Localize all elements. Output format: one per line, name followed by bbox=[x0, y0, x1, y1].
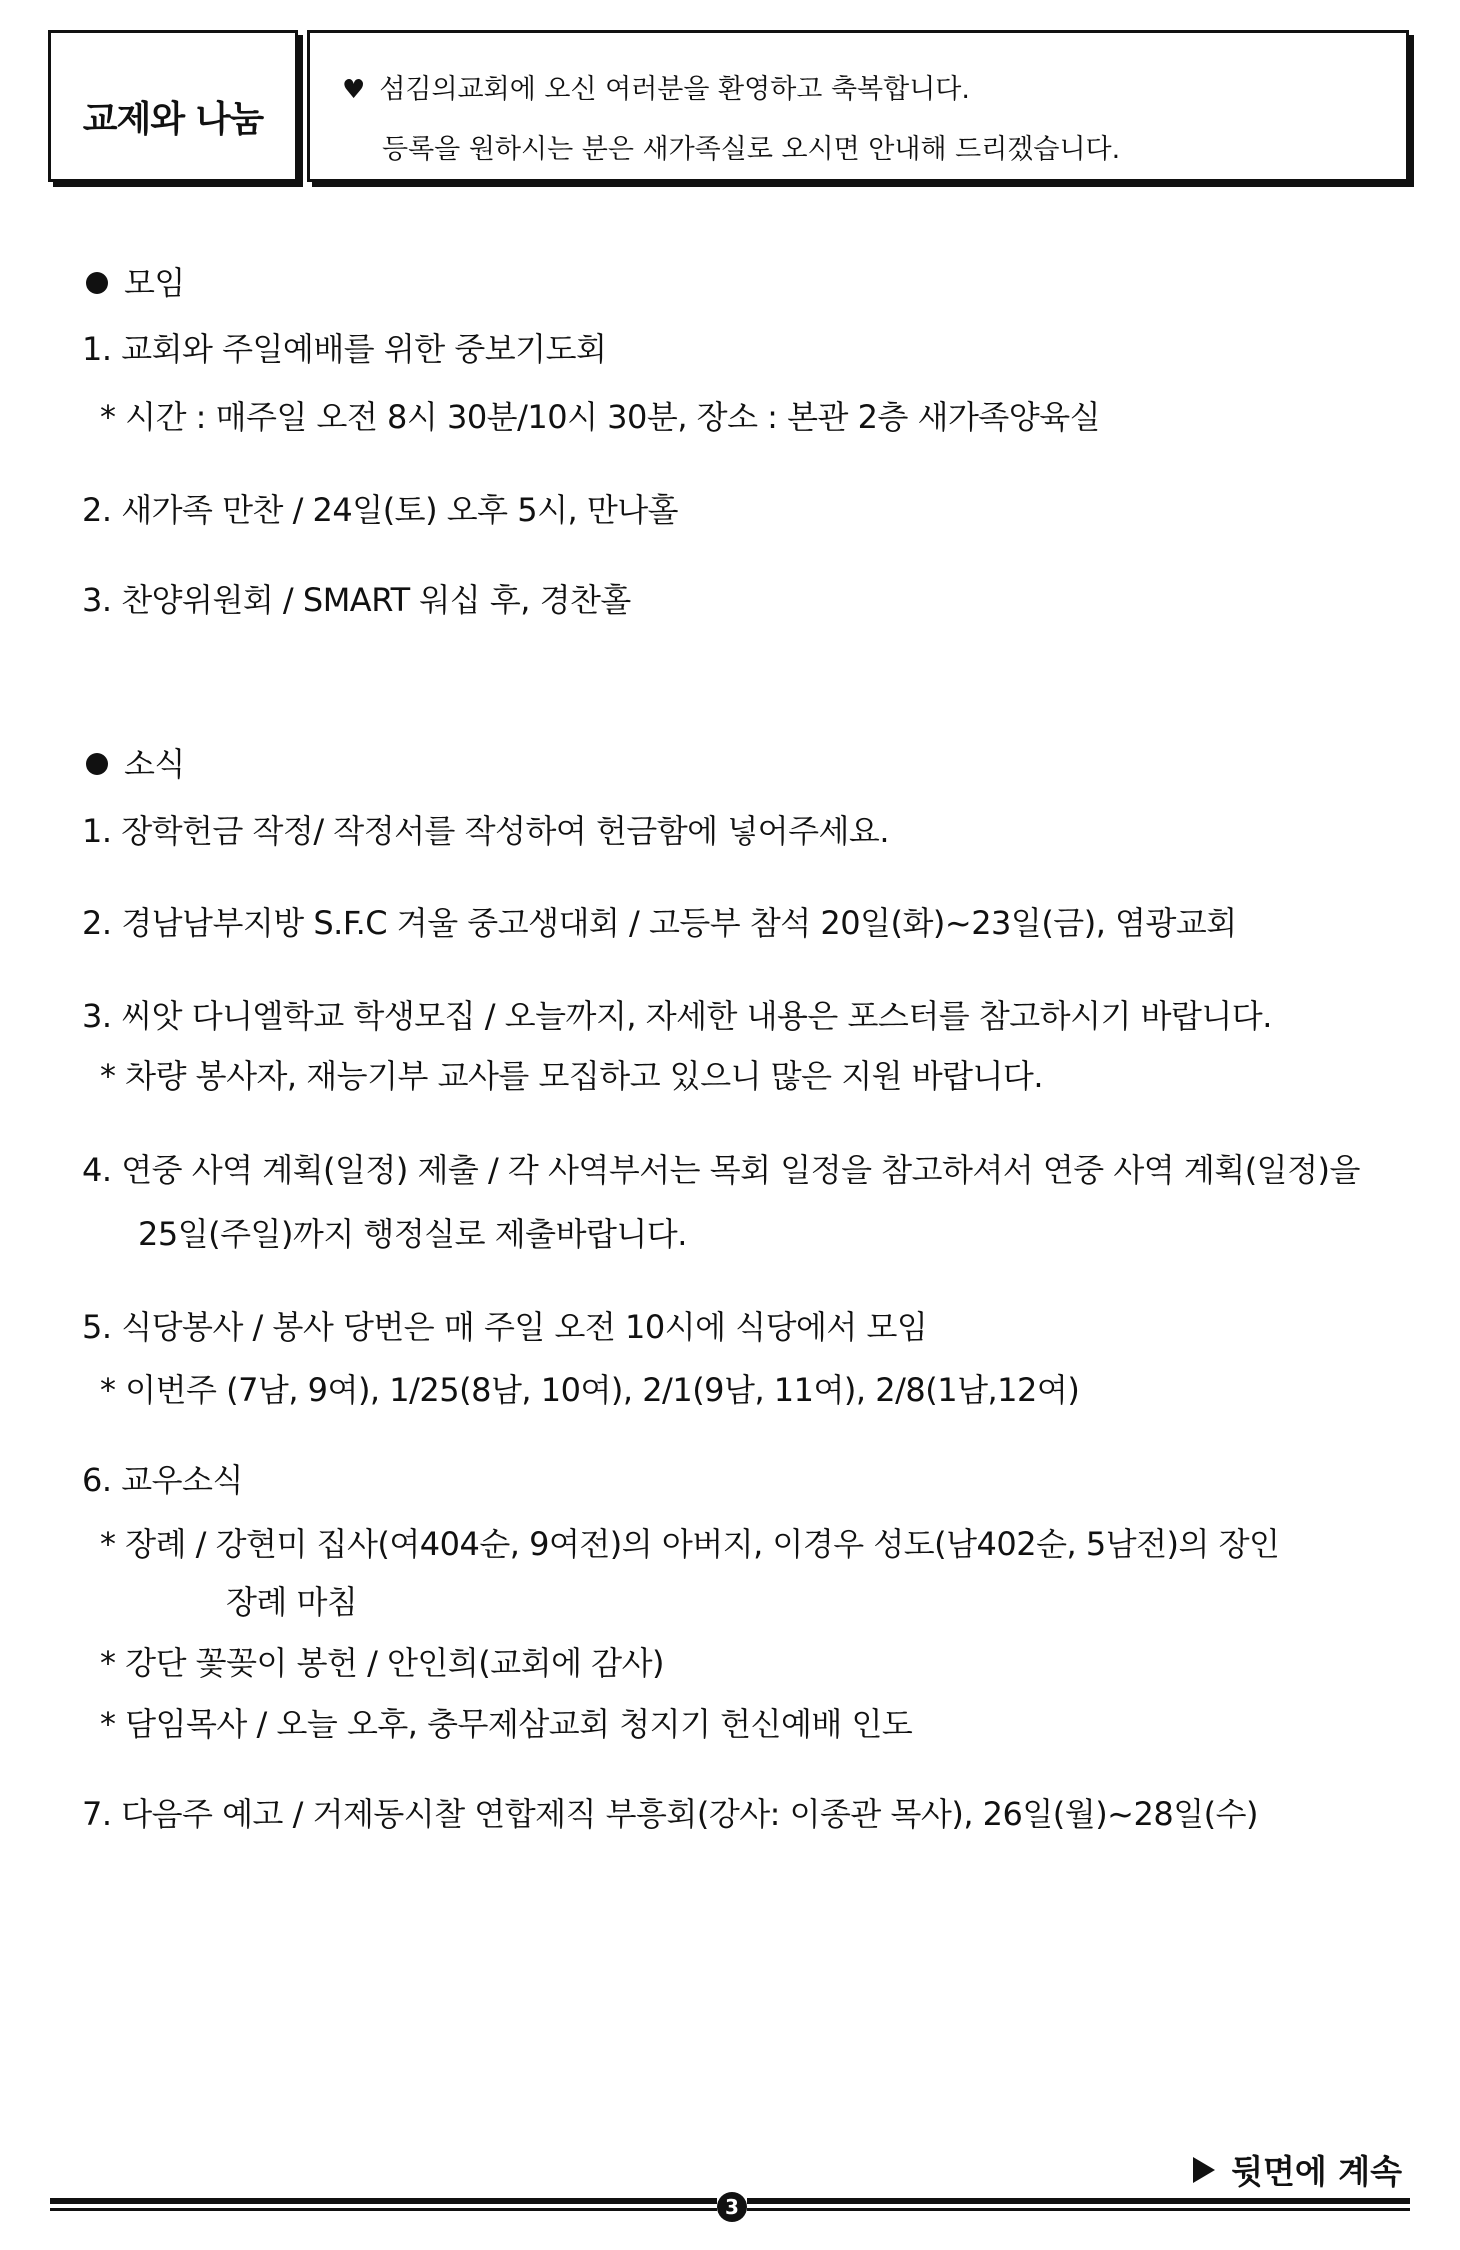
news-item-7: 7. 다음주 예고 / 거제동시찰 연합제직 부흥회(강사: 이종관 목사), 26일(월)~28일(수) bbox=[82, 1795, 1259, 1833]
meetings-heading bbox=[86, 263, 185, 303]
continue-label: 뒷면에 계속 bbox=[1231, 2152, 1402, 2191]
footer-rule-right bbox=[747, 2198, 1410, 2214]
news-item-3: 3. 씨앗 다니엘학교 학생모집 / 오늘까지, 자세한 내용은 포스터를 참고하시기 바랍니다. bbox=[82, 997, 1272, 1035]
meeting-item-1-detail: * 시간 : 매주일 오전 8시 30분/10시 30분, 장소 : 본관 2층 새가족양육실 bbox=[100, 398, 1101, 436]
bullet-dot-icon bbox=[86, 753, 108, 775]
news-item-6-detail-1: * 장례 / 강현미 집사(여404순, 9여전)의 아버지, 이경우 성도(남402순, 5남전)의 장인 bbox=[100, 1525, 1280, 1563]
continue-on-back bbox=[1193, 2146, 1402, 2193]
welcome-box bbox=[307, 30, 1409, 182]
welcome-text-1: 섬김의교회에 오신 여러분을 환영하고 축복합니다. bbox=[379, 74, 970, 105]
news-item-1: 1. 장학헌금 작정/ 작정서를 작성하여 헌금함에 넣어주세요. bbox=[82, 812, 889, 850]
news-heading bbox=[86, 744, 185, 784]
meeting-item-2: 2. 새가족 만찬 / 24일(토) 오후 5시, 만나홀 bbox=[82, 491, 679, 529]
welcome-line-1 bbox=[342, 67, 970, 106]
meetings-heading-text: 모임 bbox=[124, 264, 185, 302]
news-item-2: 2. 경남남부지방 S.F.C 겨울 중고생대회 / 고등부 참석 20일(화)~23일(금), 염광교회 bbox=[82, 904, 1237, 942]
section-title-box bbox=[48, 30, 298, 182]
footer-rule-left bbox=[50, 2198, 717, 2214]
news-item-6: 6. 교우소식 bbox=[82, 1461, 243, 1499]
welcome-text-2: 등록을 원하시는 분은 새가족실로 오시면 안내해 드리겠습니다. bbox=[382, 134, 1121, 165]
section-title: 교제와 나눔 bbox=[82, 99, 264, 140]
news-item-5: 5. 식당봉사 / 봉사 당번은 매 주일 오전 10시에 식당에서 모임 bbox=[82, 1308, 928, 1346]
meeting-item-3: 3. 찬양위원회 / SMART 워십 후, 경찬홀 bbox=[82, 581, 631, 619]
news-item-6-detail-1-cont: 장례 마침 bbox=[226, 1583, 358, 1621]
news-item-4-line-1: 4. 연중 사역 계획(일정) 제출 / 각 사역부서는 목회 일정을 참고하셔서 연중 사역 계획(일정)을 bbox=[82, 1151, 1360, 1189]
heart-icon: ♥ bbox=[342, 75, 366, 105]
news-item-3-detail: * 차량 봉사자, 재능기부 교사를 모집하고 있으니 많은 지원 바랍니다. bbox=[100, 1057, 1044, 1095]
news-item-5-detail: * 이번주 (7남, 9여), 1/25(8남, 10여), 2/1(9남, 11여), 2/8(1남,12여) bbox=[100, 1371, 1080, 1409]
news-item-6-detail-2: * 강단 꽃꽂이 봉헌 / 안인희(교회에 감사) bbox=[100, 1644, 664, 1682]
news-item-6-detail-3: * 담임목사 / 오늘 오후, 충무제삼교회 청지기 헌신예배 인도 bbox=[100, 1705, 913, 1743]
bullet-dot-icon bbox=[86, 272, 108, 294]
page-number: 3 bbox=[717, 2192, 747, 2222]
page-footer bbox=[50, 2192, 1410, 2222]
triangle-right-icon bbox=[1193, 2157, 1215, 2183]
meeting-item-1: 1. 교회와 주일예배를 위한 중보기도회 bbox=[82, 330, 607, 368]
news-heading-text: 소식 bbox=[124, 745, 185, 783]
news-item-4-line-2: 25일(주일)까지 행정실로 제출바랍니다. bbox=[138, 1215, 687, 1253]
